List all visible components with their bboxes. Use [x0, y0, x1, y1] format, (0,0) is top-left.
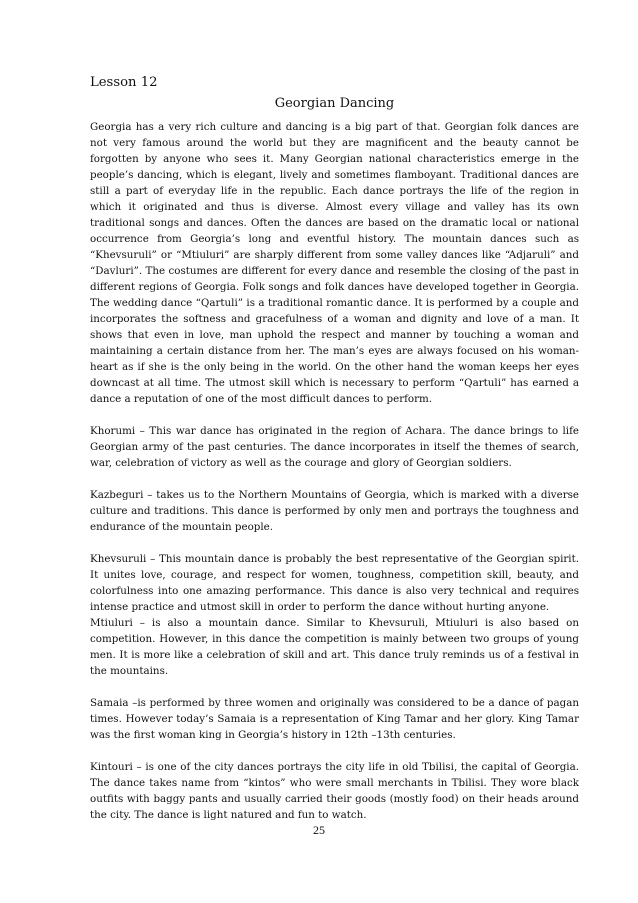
paragraph-kazbeguri: Kazbeguri – takes us to the Northern Mountains of Georgia, which is marked with a diverse culture and traditions. This dance is performed by only men and portrays the toughness and endurance of the mountain people. — [90, 489, 579, 533]
paragraph-khorumi: Khorumi – This war dance has originated in the region of Achara. The dance brings to life Georgian army of the past centuries. The dance incorporates in itself the themes of search, war, celebration of victory as well as the courage and glory of Georgian soldiers. — [90, 425, 579, 469]
lesson-heading: Lesson 12 — [90, 75, 158, 90]
page-number: 25 — [313, 823, 325, 837]
paragraph-intro: Georgia has a very rich culture and dancing is a big part of that. Georgian folk dances are not very famous around the world but they are magnificent and the beauty cannot be forgotten by anyone who sees it. Many Georgian national characteristics emerge in the people’s dancing, which is elegant, lively and sometimes flamboyant. Traditional dances are still a part of everyday life in the republic. Each dance portrays the life of the region in which it originated and thus is diverse. Almost every village and valley has its own traditional songs and dances. Often the dances are based on the dramatic local or national occurrence from Georgia’s long and eventful history. The mountain dances such as “Khevsuruli” or “Mtiuluri” are sharply different from some valley dances like “Adjaruli” and “Davluri”. The costumes are different for every dance and resemble the closing of the past in different regions of Georgia. Folk songs and folk dances have developed together in Georgia. The wedding dance “Qartuli” is a traditional romantic dance. It is performed by a couple and incorporates the softness and gracefulness of a woman and dignity and love of a man. It shows that even in love, man uphold the respect and manner by touching a woman and maintaining a certain distance from her. The man’s eyes are always focused on his woman-heart as if she is the only being in the world. On the other hand the woman keeps her eyes downcast at all time. The utmost skill which is necessary to perform “Qartuli” has earned a dance a reputation of one of the most difficult dances to perform. — [90, 121, 579, 405]
paragraph-kintouri: Kintouri – is one of the city dances portrays the city life in old Tbilisi, the capital of Georgia. The dance takes name from “kintos” who were small merchants in Tbilisi. They wore black outfits with baggy pants and usually carried their goods (mostly food) on their heads around the city. The dance is light natured and fun to watch. — [90, 761, 579, 821]
page-title: Georgian Dancing — [274, 96, 395, 111]
paragraph-khevsuruli: Khevsuruli – This mountain dance is probably the best representative of the Georgian spirit. It unites love, courage, and respect for women, toughness, competition skill, beauty, and colorfulness into one amazing performance. This dance is also very technical and requires intense practice and utmost skill in order to perform the dance without hurting anyone. — [90, 553, 579, 613]
page-body — [90, 72, 579, 823]
paragraph-mtiuluri: Mtiuluri – is also a mountain dance. Similar to Khevsuruli, Mtiuluri is also based on competition. However, in this dance the competition is mainly between two groups of young men. It is more like a celebration of skill and art. This dance truly reminds us of a festival in the mountains. — [90, 617, 579, 677]
paragraph-samaia: Samaia –is performed by three women and originally was considered to be a dance of pagan times. However today’s Samaia is a representation of King Tamar and her glory. King Tamar was the first woman king in Georgia’s history in 12th –13th centuries. — [90, 697, 579, 741]
